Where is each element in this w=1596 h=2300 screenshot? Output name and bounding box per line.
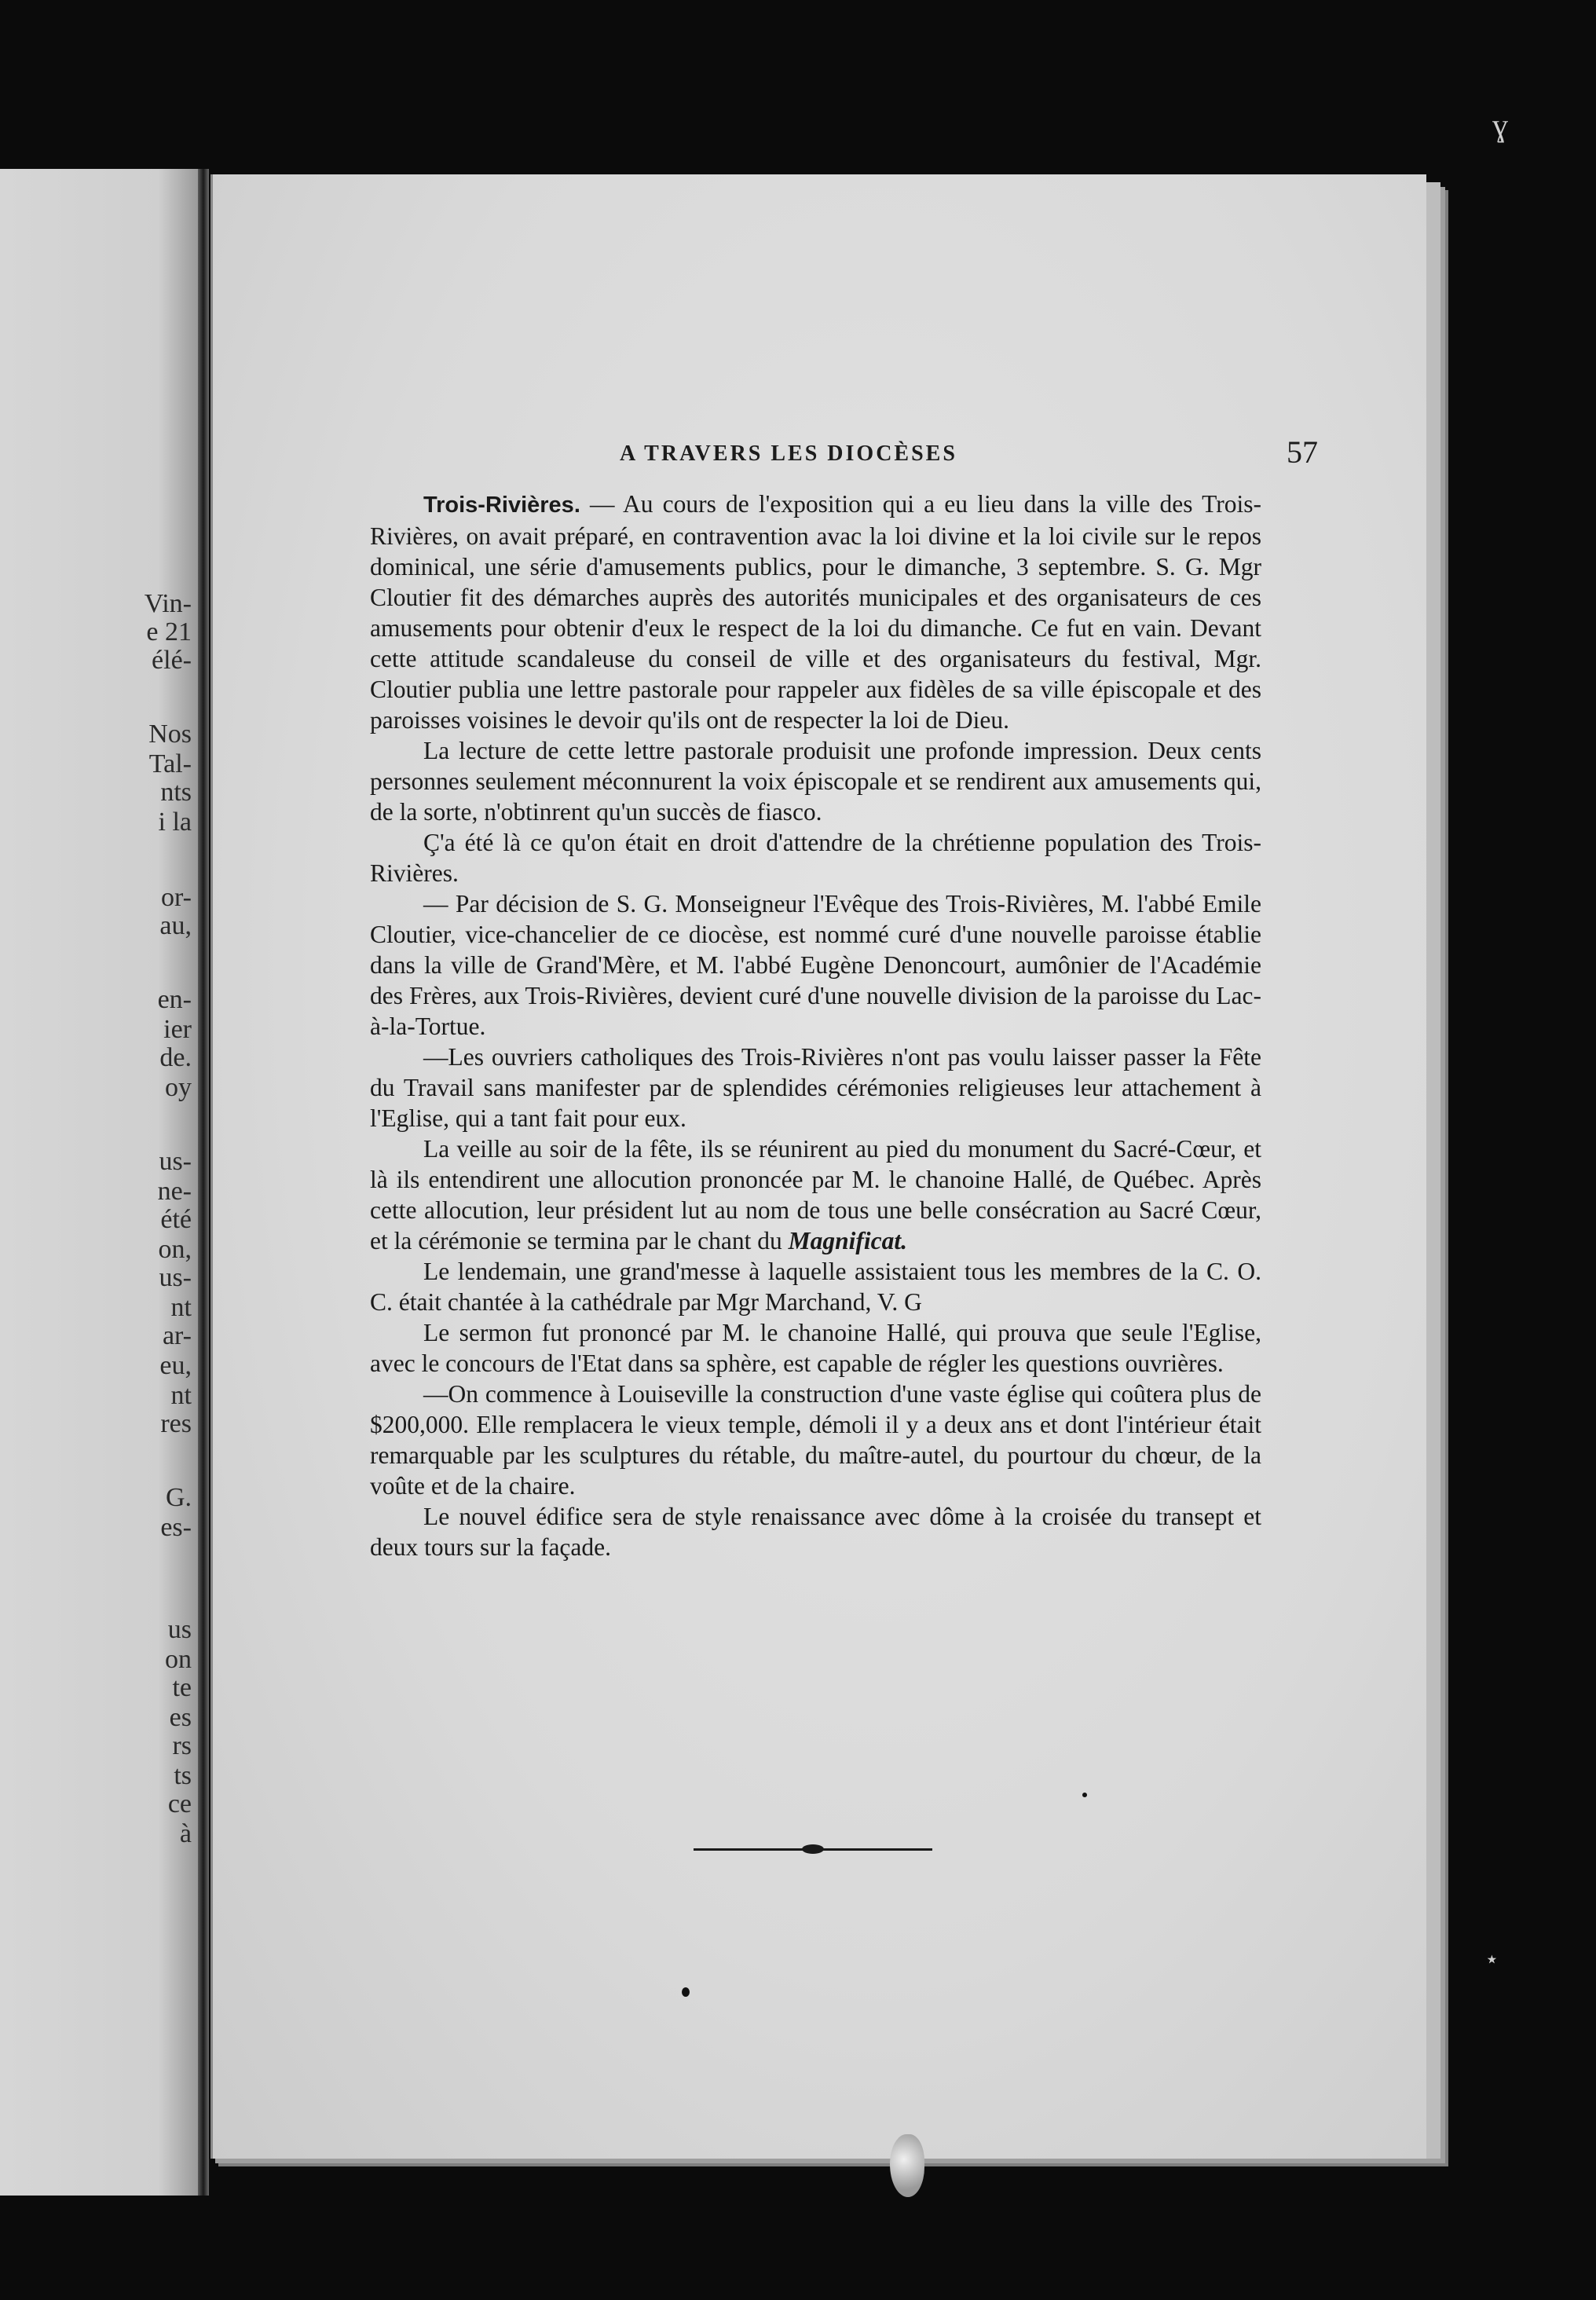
facing-page-fragment: or- — [161, 883, 192, 912]
facing-page-fragment: eu, — [159, 1351, 192, 1380]
facing-page-fragment: es — [169, 1703, 192, 1732]
facing-page-fragment: G. — [165, 1483, 192, 1512]
facing-page-fragment: on, — [158, 1235, 192, 1264]
italic-title: Magnificat. — [788, 1227, 908, 1254]
facing-page-fragment: élé- — [152, 646, 192, 675]
facing-page-fragment: de. — [159, 1043, 192, 1072]
facing-page-fragment: us- — [159, 1147, 192, 1176]
paragraph: —Les ouvriers catholiques des Trois-Rivières n'ont pas voulu laisser passer la Fête du Travail sans manifester par de splendides cérémonies religieuses leur attachement à l'Eglise, qui a tant fait pour eux. — [370, 1043, 1261, 1132]
paragraph: La veille au soir de la fête, ils se réunirent au pied du monument du Sacré-Cœur, et là ils entendirent une allocution prononcée par M. le chanoine Hallé, de Québec. Après cette allocution, leur président lut au nom de tous une belle consécration au Sacré Cœur, et la cérémonie se termina par le chant du Magnificat. — [370, 1135, 1261, 1254]
facing-page-fragment: à — [179, 1819, 192, 1848]
facing-page-fragment: nt — [170, 1381, 192, 1410]
facing-page-fragment: us- — [159, 1263, 192, 1292]
facing-page-fragment: nts — [160, 778, 192, 807]
facing-page-fragment: te — [172, 1673, 192, 1702]
running-title: A TRAVERS LES DIOCÈSES — [620, 441, 957, 466]
paragraph: Le nouvel édifice sera de style renaissance avec dôme à la croisée du transept et deux tours sur la façade. — [370, 1503, 1261, 1561]
section-lead-in: Trois-Rivières. — [423, 493, 580, 518]
film-scratch-mark: ⋆ — [1484, 1947, 1499, 1972]
facing-page-fragment: es- — [160, 1513, 192, 1542]
section-end-ornament — [694, 1843, 932, 1855]
facing-page-fragment: Vin- — [144, 589, 192, 618]
facing-page-fragment: Nos — [148, 720, 192, 749]
facing-page-fragment: Tal- — [148, 749, 192, 778]
dust-speck — [1082, 1793, 1087, 1797]
film-blemish — [890, 2134, 924, 2197]
facing-page-fragment: au, — [159, 911, 192, 940]
facing-page-fragment: oy — [165, 1073, 192, 1102]
facing-page-fragment: on — [165, 1645, 192, 1674]
running-head — [213, 434, 1426, 473]
paragraph: Ç'a été là ce qu'on était en droit d'attendre de la chrétienne population des Trois-Rivières. — [370, 829, 1261, 887]
article-body — [370, 489, 1261, 1562]
facing-page-fragment: en- — [157, 985, 192, 1014]
facing-page-fragment: ier — [163, 1015, 192, 1044]
facing-page-fragment: ar- — [162, 1321, 192, 1350]
facing-page-fragment: res — [160, 1409, 192, 1438]
facing-page-fragment: rs — [172, 1731, 192, 1760]
facing-page-fragment: ts — [174, 1761, 192, 1790]
facing-page-fragment: us — [167, 1615, 192, 1644]
facing-page-fragment: ce — [167, 1789, 192, 1818]
paragraph: La lecture de cette lettre pastorale produisit une profonde impression. Deux cents personnes seulement méconnurent la voix épiscopale et se rendirent aux amusements qui, de la sorte, n'obtinrent qu'un succès de fiasco. — [370, 737, 1261, 826]
facing-page-fragment: e 21 — [146, 617, 192, 646]
paragraph: — Par décision de S. G. Monseigneur l'Evêque des Trois-Rivières, M. l'abbé Emile Cloutier, vice-chancelier de ce diocèse, est nommé curé d'une nouvelle paroisse établie dans la ville de Grand'Mère, et M. l'abbé Eugène Denoncourt, aumônier de l'Académie des Frères, aux Trois-Rivières, devient curé d'une nouvelle division de la paroisse du Lac-à-la-Tortue. — [370, 890, 1261, 1040]
facing-page — [0, 169, 198, 2196]
facing-page-fragment: ne- — [157, 1177, 192, 1206]
book-spine — [198, 169, 209, 2196]
dust-speck — [682, 1987, 690, 1997]
facing-page-fragment: nt — [170, 1293, 192, 1322]
book-page — [210, 174, 1426, 2159]
film-scratch-mark: ɣ — [1492, 108, 1508, 143]
facing-page-fragment: été — [160, 1205, 192, 1234]
paragraph: Le lendemain, une grand'messe à laquelle assistaient tous les membres de la C. O. C. était chantée à la cathédrale par Mgr Marchand, V. G — [370, 1258, 1261, 1316]
paragraph: Trois-Rivières. — Au cours de l'exposition qui a eu lieu dans la ville des Trois-Rivières, on avait préparé, en contravention avac la loi divine et la loi civile sur le repos dominical, une série d'amusements publics, pour le dimanche, 3 septembre. S. G. Mgr Cloutier fit des démarches auprès des autorités municipales et des organisateurs de ces amusements pour obtenir d'eux le respect de la loi du dimanche. Ce fut en vain. Devant cette attitude scandaleuse du conseil de ville et des organisateurs du festival, Mgr. Cloutier publia une lettre pastorale pour rappeler aux fidèles de sa ville épiscopale et des paroisses voisines le devoir qu'ils ont de respecter la loi de Dieu. — [370, 490, 1261, 734]
paragraph: Le sermon fut prononcé par M. le chanoine Hallé, qui prouva que seule l'Eglise, avec le concours de l'Etat dans sa sphère, est capable de régler les questions ouvrières. — [370, 1319, 1261, 1377]
paragraph: —On commence à Louiseville la construction d'une vaste église qui coûtera plus de $200,000. Elle remplacera le vieux temple, démoli il y a deux ans et dont l'intérieur était remarquable par les sculptures du rétable, du maître-autel, du pourtour du chœur, de la voûte et de la chaire. — [370, 1380, 1261, 1500]
page-number: 57 — [1287, 434, 1318, 470]
facing-page-fragment: i la — [158, 808, 192, 837]
